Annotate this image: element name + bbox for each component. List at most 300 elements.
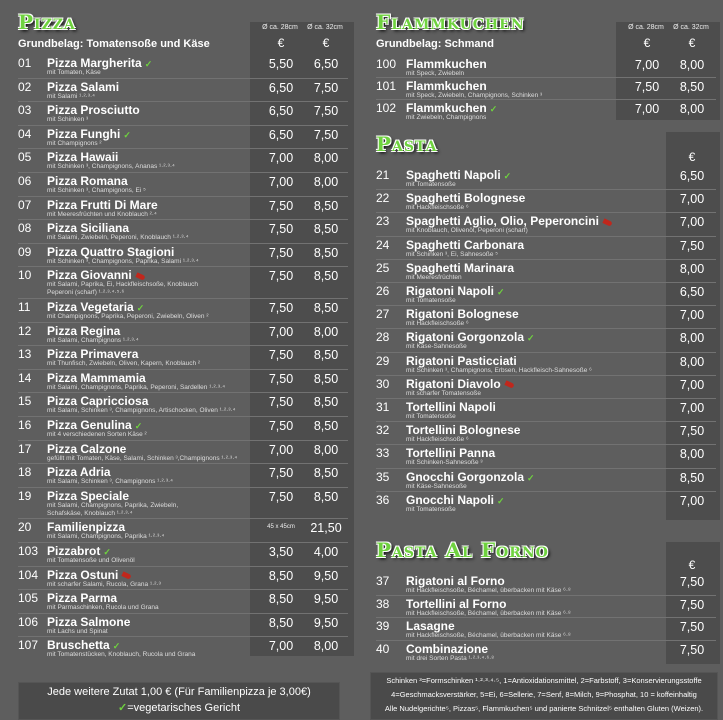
separator	[18, 101, 348, 102]
item-price-large: 7,50	[313, 80, 339, 95]
item-price-large: 8,50	[313, 466, 339, 481]
menu-item	[0, 324, 358, 348]
item-price: 8,00	[679, 354, 705, 369]
item-number: 22	[376, 191, 390, 206]
veg-icon: ✓	[497, 495, 505, 506]
menu-item	[0, 615, 358, 639]
item-description: mit Thunfisch, Zwiebeln, Oliven, Kapern, Knoblauch ²	[47, 360, 201, 368]
item-name-text: Flammkuchen	[406, 79, 487, 93]
item-name-text: Pizza Salmone	[47, 614, 131, 629]
item-number: 28	[376, 330, 390, 345]
item-description: mit drei Sorten Pasta ¹·²·³·⁴·⁶·⁸	[406, 654, 495, 662]
item-name-text: Tortellini Panna	[406, 446, 496, 461]
menu-item	[366, 307, 723, 330]
item-price-small: 5,50	[268, 57, 294, 71]
item-price-small: 7,50	[268, 489, 294, 504]
item-price: 7,50	[679, 575, 705, 589]
separator	[18, 78, 348, 79]
footnote-box	[370, 672, 718, 720]
separator	[376, 444, 716, 445]
item-price-large: 8,50	[679, 80, 705, 94]
veg-icon: ✓	[527, 472, 535, 483]
menu-item	[366, 377, 723, 400]
separator	[18, 589, 348, 590]
menu-item	[0, 465, 358, 489]
veg-icon: ✓	[527, 333, 535, 344]
pizza-euro-small: €	[277, 36, 285, 50]
footnote-line-1: Schinken ³=Formschinken ¹·²·³·⁴·⁵, 1=Antioxidationsmittel, 2=Farbstoff, 3=Konservierungsstoffe	[386, 676, 702, 685]
item-number: 14	[18, 370, 32, 385]
item-number: 17	[18, 441, 32, 456]
item-price-large: 8,00	[679, 58, 705, 72]
item-price-small: 7,50	[268, 301, 294, 315]
item-name-text: Pizza Margherita	[47, 56, 142, 70]
separator	[18, 416, 348, 417]
item-price-large: 9,50	[313, 592, 339, 607]
item-name-text: Pizzabrot	[47, 544, 101, 558]
item-price-small: 7,50	[268, 466, 294, 481]
separator	[18, 345, 348, 346]
item-price-small: 6,50	[268, 127, 294, 142]
item-name	[47, 418, 142, 432]
item-name	[406, 493, 505, 507]
item-price-small: 7,50	[634, 80, 660, 94]
forno-euro: €	[688, 558, 696, 572]
menu-item	[0, 347, 358, 371]
item-description: mit Tomatensoße und Olivenöl	[47, 557, 135, 564]
veg-icon: ✓	[503, 171, 512, 181]
separator	[18, 172, 348, 173]
menu-item	[366, 238, 723, 261]
menu-item	[0, 245, 358, 269]
item-price-large: 8,50	[313, 371, 339, 386]
item-price-large: 7,50	[313, 127, 339, 142]
item-number: 107	[18, 638, 39, 653]
flamm-size-large: Ø ca. 32cm	[673, 24, 709, 31]
item-price-small: 7,50	[268, 245, 294, 260]
pasta-title: Pasta	[376, 132, 438, 156]
menu-item	[0, 56, 358, 80]
pizza-size-small: Ø ca. 28cm	[262, 24, 298, 31]
separator	[18, 613, 348, 614]
veg-icon: ✓	[103, 547, 111, 557]
menu-item	[0, 520, 358, 544]
item-name-text: Rigatoni Diavolo	[406, 376, 501, 391]
item-number: 36	[376, 492, 390, 507]
item-price: 7,50	[679, 642, 705, 657]
item-name	[47, 591, 117, 605]
menu-item	[366, 261, 723, 284]
item-description: mit Salami, Zwiebeln, Peperoni, Knoblauch ¹·²·³·⁴	[47, 234, 189, 242]
item-name	[406, 191, 525, 205]
separator	[18, 392, 348, 393]
item-description: mit Schinken ³, Ei, Sahnesoße ⁵	[406, 250, 498, 258]
separator	[376, 398, 716, 399]
item-price-large: 8,50	[313, 395, 339, 410]
item-name-text: Lasagne	[406, 619, 455, 633]
item-name	[406, 377, 514, 391]
item-price-small: 8,50	[268, 592, 294, 607]
item-number: 11	[18, 300, 31, 314]
item-price-small: 7,50	[268, 222, 294, 237]
item-description: mit Speck, Zwiebeln, Champignons, Schinken ³	[406, 92, 543, 99]
menu-item	[366, 168, 723, 191]
item-description: mit Käse-Sahnesoße	[406, 482, 467, 490]
menu-item	[366, 400, 723, 423]
menu-item	[366, 79, 723, 101]
item-price-large: 8,00	[679, 102, 705, 116]
menu-item	[0, 198, 358, 222]
item-name	[47, 489, 129, 503]
item-name-text: Gnocchi Gorgonzola	[406, 469, 525, 484]
item-description: mit Tomatensoße	[406, 181, 456, 188]
item-description: mit Knoblauch, Olivenöl, Peperoni (scharf)	[406, 227, 528, 235]
separator	[376, 212, 716, 213]
item-number: 01	[18, 56, 32, 70]
item-price-small: 6,50	[268, 104, 294, 119]
menu-item	[366, 354, 723, 377]
item-price-large: 8,00	[313, 442, 339, 457]
item-description: mit scharfer Salami, Rucola, Grana ¹·²·³	[47, 580, 161, 588]
item-name-text: Pizza Hawaii	[47, 150, 119, 165]
pasta-euro: €	[688, 150, 696, 164]
menu-item	[366, 191, 723, 214]
item-name-text: Spaghetti Carbonara	[406, 237, 525, 252]
menu-item	[0, 300, 358, 324]
item-number: 16	[18, 418, 32, 432]
item-name-text: Pizza Salami	[47, 79, 120, 94]
item-name	[406, 57, 487, 71]
separator	[18, 266, 348, 267]
item-name-text: Pizza Siciliana	[47, 221, 130, 236]
item-description-2: Peperoni (scharf) ¹·²·³·⁴·⁵·⁶	[47, 289, 125, 297]
item-number: 101	[376, 79, 397, 93]
item-name-text: Pizza Genulina	[47, 418, 132, 432]
item-price-small: 7,50	[268, 198, 294, 213]
item-price-large: 9,50	[313, 615, 339, 630]
separator	[18, 196, 348, 197]
item-name-text: Pizza Calzone	[47, 441, 127, 456]
item-description: mit Schinken ³, Champignons, Erbsen, Hackfleisch-Sahnesoße ⁶	[406, 366, 592, 374]
item-description: mit Salami, Champignons, Paprika ¹·²·³·⁴	[47, 533, 165, 541]
separator	[376, 189, 716, 190]
item-description: mit Schinken ³, Champignons, Ananas ¹·²·³·⁴	[47, 163, 175, 171]
item-number: 32	[376, 423, 390, 438]
item-description: mit Hackfleischsoße ⁶	[406, 204, 469, 212]
item-number: 27	[376, 307, 390, 322]
item-name	[47, 198, 158, 212]
item-name	[406, 261, 514, 275]
item-name	[406, 214, 612, 228]
item-name	[47, 56, 152, 70]
veg-icon: ✓	[136, 303, 145, 313]
item-name	[406, 423, 520, 437]
item-name	[406, 400, 496, 414]
item-name-text: Pizza Adria	[47, 465, 111, 480]
item-description: mit 4 verschiedenen Sorten Käse ²	[47, 431, 147, 438]
item-name-text: Rigatoni Gorgonzola	[406, 330, 524, 345]
item-name-text: Pizza Frutti Di Mare	[47, 197, 158, 212]
item-number: 21	[376, 168, 390, 182]
item-price-small: 7,00	[268, 324, 294, 339]
item-description: mit Salami, Champignons ¹·²·³·⁴	[47, 336, 139, 344]
item-price-large: 6,50	[313, 57, 339, 71]
item-name-text: Pizza Romana	[47, 174, 128, 188]
menu-item	[366, 330, 723, 353]
veg-icon: ✓	[497, 287, 505, 297]
separator	[376, 491, 716, 492]
item-description: mit Meeresfrüchten und Knoblauch ²·⁴	[47, 210, 157, 218]
separator	[18, 566, 348, 567]
chili-icon	[135, 272, 145, 280]
item-description: mit Schinken ³, Champignons, Paprika, Salami ¹·²·³·⁴	[47, 257, 199, 265]
separator	[18, 369, 348, 370]
item-name-text: Rigatoni Napoli	[406, 284, 494, 298]
pizza-title: Pizza	[18, 10, 76, 34]
item-number: 40	[376, 641, 390, 656]
menu-item	[0, 221, 358, 245]
flamm-title: Flammkuchen	[376, 10, 525, 34]
item-number: 30	[376, 376, 390, 391]
item-number: 26	[376, 284, 390, 298]
item-number: 07	[18, 197, 32, 212]
item-price: 8,00	[679, 447, 705, 462]
item-price-large: 8,00	[313, 175, 339, 189]
menu-item	[366, 446, 723, 469]
item-description: mit Zwiebeln, Champignons	[406, 114, 487, 121]
item-price-large: 8,50	[313, 348, 339, 363]
item-name	[47, 568, 131, 582]
item-name-text: Pizza Prosciutto	[47, 103, 140, 118]
item-name-text: Tortellini Napoli	[406, 400, 496, 414]
item-name-text: Pizza Ostuni	[47, 567, 119, 582]
item-description: mit Salami ¹·²·³·⁴	[47, 92, 95, 100]
item-description: mit Meeresfrüchten	[406, 273, 462, 281]
item-name	[47, 394, 148, 408]
item-name-text: Pizza Quattro Stagioni	[47, 244, 175, 259]
veg-icon: ✓	[134, 421, 143, 431]
forno-title: Pasta Al Forno	[376, 538, 549, 562]
item-name	[406, 238, 524, 252]
menu-item	[0, 150, 358, 174]
item-description: mit Tomaten, Käse	[47, 69, 101, 76]
item-number: 06	[18, 174, 32, 188]
item-price-small: 7,00	[268, 442, 294, 457]
item-description: mit Parmaschinken, Rucola und Grana	[47, 604, 159, 612]
menu-item	[366, 214, 723, 237]
item-number: 13	[18, 347, 32, 362]
item-name-text: Tortellini al Forno	[406, 596, 507, 611]
separator	[18, 148, 348, 149]
separator	[18, 542, 348, 543]
item-name	[47, 442, 126, 456]
item-name	[47, 245, 174, 259]
item-price-large: 8,50	[313, 198, 339, 213]
veg-icon: ✓	[489, 104, 498, 114]
item-price: 7,50	[679, 424, 705, 439]
separator	[376, 617, 716, 618]
item-description: mit Hackfleischsoße ⁶	[406, 320, 469, 328]
item-name-text: Bruschetta	[47, 638, 110, 653]
item-number: 105	[18, 591, 39, 606]
menu-item	[0, 418, 358, 442]
item-description: mit Tomatensoße	[406, 297, 456, 304]
item-description: mit Speck, Zwiebeln	[406, 70, 465, 77]
item-size: 45 x 45cm	[267, 524, 295, 531]
item-number: 08	[18, 221, 32, 236]
item-price-small: 8,50	[268, 568, 294, 583]
menu-item	[0, 591, 358, 615]
menu-item	[366, 597, 723, 620]
item-name-text: Pizza Funghi	[47, 126, 121, 141]
item-number: 39	[376, 619, 390, 633]
item-name	[406, 619, 455, 633]
item-price-small: 6,50	[268, 80, 294, 95]
separator	[376, 259, 716, 260]
item-price: 7,00	[679, 308, 705, 323]
item-number: 09	[18, 244, 32, 259]
item-price-large: 8,50	[313, 419, 339, 433]
item-description: mit Champignons ²	[47, 139, 102, 147]
menu-item	[0, 638, 358, 662]
item-price: 7,00	[679, 192, 705, 207]
footnote-line-3: Alle Nudelgerichte⁵, Pizzas⁵, Flammkuchen⁵ und panierte Schnitzel⁵ enthalten Gluten (Weizen).	[384, 704, 704, 713]
item-name	[47, 520, 125, 534]
item-name	[47, 80, 119, 94]
menu-item	[0, 568, 358, 592]
item-name	[406, 284, 505, 298]
item-description: mit Hackfleischsoße ⁶	[406, 436, 469, 444]
item-price: 6,50	[679, 169, 705, 183]
item-description: mit Hackfleischsoße, Béchamel, überbacken mit Käse ⁶·⁸	[406, 609, 571, 617]
pizza-euro-large: €	[322, 36, 330, 50]
item-name-text: Pizza Primavera	[47, 347, 139, 362]
item-name-text: Rigatoni al Forno	[406, 574, 505, 588]
chili-icon	[504, 380, 514, 388]
veg-icon: ✓	[112, 641, 121, 652]
item-name	[406, 354, 517, 368]
menu-item	[0, 174, 358, 198]
item-name	[406, 307, 519, 321]
item-name	[47, 300, 144, 314]
menu-item	[0, 80, 358, 104]
pizza-base: Grundbelag: Tomatensoße und Käse	[18, 38, 210, 50]
item-name	[406, 79, 487, 93]
item-description: mit Salami, Paprika, Ei, Hackfleischsoße, Knoblauch	[47, 281, 199, 289]
item-price-large: 8,50	[313, 269, 339, 284]
item-price-large: 21,50	[310, 521, 342, 536]
item-price: 8,50	[679, 470, 705, 485]
item-name-text: Tortellini Bolognese	[406, 423, 521, 438]
separator	[18, 636, 348, 637]
menu-item	[0, 488, 358, 517]
item-number: 20	[18, 520, 32, 535]
chili-icon	[602, 218, 612, 226]
item-name-text: Pizza Speciale	[47, 488, 130, 503]
item-description: mit Hackfleischsoße, Béchamel, überbacken mit Käse ⁶·⁸	[406, 587, 571, 594]
item-name-text: Flammkuchen	[406, 101, 487, 115]
item-description: mit Tomatensoße	[406, 413, 456, 420]
item-price-small: 7,50	[268, 395, 294, 410]
separator	[376, 595, 716, 596]
item-number: 102	[376, 101, 397, 115]
menu-item	[366, 284, 723, 307]
item-number: 25	[376, 260, 390, 275]
item-name	[47, 174, 128, 188]
item-name-text: Spaghetti Napoli	[406, 168, 501, 182]
item-description: mit Tomatensoße	[406, 505, 456, 513]
item-number: 29	[376, 353, 390, 368]
item-price-small: 3,50	[268, 545, 294, 559]
menu-item	[0, 268, 358, 297]
item-description: mit Schinken ³	[47, 116, 89, 124]
item-name	[47, 544, 111, 558]
item-name	[47, 615, 130, 629]
item-price: 7,00	[679, 401, 705, 415]
separator	[376, 236, 716, 237]
item-number: 100	[376, 57, 397, 71]
item-name	[47, 371, 146, 385]
item-name-text: Gnocchi Napoli	[406, 492, 495, 507]
separator	[18, 322, 348, 323]
menu-item	[0, 394, 358, 418]
item-name	[406, 330, 535, 344]
item-number: 15	[18, 394, 32, 409]
extra-topping-note: Jede weitere Zutat 1,00 € (Für Familienpizza je 3,00€)	[47, 686, 311, 698]
item-number: 31	[376, 400, 390, 414]
item-price-small: 8,50	[268, 615, 294, 630]
item-name	[406, 470, 535, 484]
item-number: 24	[376, 237, 390, 252]
separator	[18, 125, 348, 126]
item-number: 104	[18, 567, 39, 582]
item-number: 37	[376, 574, 390, 588]
item-number: 106	[18, 614, 39, 629]
item-price-small: 7,50	[268, 419, 294, 433]
item-number: 18	[18, 465, 32, 480]
separator	[18, 440, 348, 441]
item-number: 03	[18, 103, 32, 118]
item-name	[406, 642, 488, 656]
item-description: mit Schinken ³, Champignons, Ei ⁵	[47, 187, 146, 194]
menu-item	[366, 470, 723, 493]
item-price-large: 7,50	[313, 104, 339, 119]
flamm-base: Grundbelag: Schmand	[376, 38, 494, 50]
separator	[376, 352, 716, 353]
item-price: 7,00	[679, 215, 705, 230]
item-price: 8,00	[679, 331, 705, 346]
separator	[376, 468, 716, 469]
item-name-text: Pizza Parma	[47, 591, 118, 606]
item-description: mit Schinken-Sahnesoße ³	[406, 459, 483, 467]
separator	[18, 487, 348, 488]
item-name	[406, 101, 497, 115]
item-name-text: Rigatoni Pasticciati	[406, 353, 517, 368]
menu-item	[366, 493, 723, 516]
item-price-small: 7,00	[268, 639, 294, 654]
item-name	[406, 597, 506, 611]
separator	[376, 282, 716, 283]
separator	[376, 421, 716, 422]
item-price: 7,50	[679, 597, 705, 612]
separator	[18, 298, 348, 299]
item-description-2: Schafskäse, Knoblauch ¹·²·³·⁴	[47, 509, 133, 517]
item-description: mit Käse-Sahnesoße	[406, 343, 467, 351]
flamm-size-small: Ø ca. 28cm	[628, 24, 664, 31]
item-name	[47, 324, 120, 338]
item-name-text: Pizza Giovanni	[47, 268, 132, 283]
item-price-small: 7,00	[634, 102, 660, 116]
